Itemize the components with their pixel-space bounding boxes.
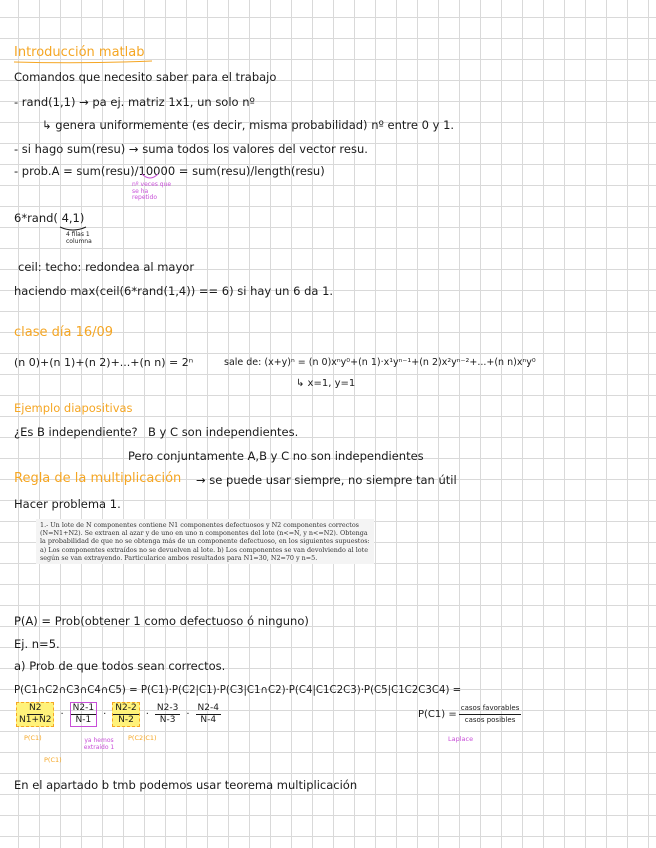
- label-extraido: ya hemos extraído 1: [83, 737, 115, 751]
- line-comandos: Comandos que necesito saber para el trabajo: [14, 70, 277, 84]
- line-prob: - prob.A = sum(resu)/10000 = sum(resu)/length(resu): [14, 164, 325, 178]
- label-pc2c1: P(C2|C1): [128, 734, 157, 742]
- line-todos-correctos: a) Prob de que todos sean correctos.: [14, 659, 226, 673]
- task-problema: Hacer problema 1.: [14, 497, 121, 511]
- question-independiente: ¿Es B independiente?: [14, 425, 138, 439]
- line-6rand: 6*rand( 4,1): [14, 211, 85, 225]
- page-title: Introducción matlab: [14, 45, 145, 60]
- heading-ejemplo: Ejemplo diapositivas: [14, 401, 133, 415]
- line-ceil: ceil: techo: redondea al mayor: [18, 260, 195, 274]
- binomial-sub: ↳ x=1, y=1: [296, 378, 356, 389]
- fraction-3: $\frac{N2-2}{N-2}$: [112, 702, 139, 727]
- binomial-right: sale de: (x+y)ⁿ = (n 0)xⁿy⁰+(n 1)·x¹yⁿ⁻¹+(n 2)x²yⁿ⁻²+...+(n n)xⁿy⁰: [224, 357, 536, 368]
- regla-note: → se puede usar siempre, no siempre tan útil: [196, 473, 457, 487]
- fraction-2: $\frac{N2-1}{N-1}$: [70, 702, 97, 727]
- line-pa: P(A) = Prob(obtener 1 como defectuoso ó ninguno): [14, 614, 309, 628]
- note-filas: 4 filas 1 columna: [66, 231, 92, 245]
- answer-independientes: B y C son independientes.: [148, 425, 299, 439]
- line-rand: - rand(1,1) → pa ej. matriz 1x1, un solo nº: [14, 95, 255, 109]
- line-sum: - si hago sum(resu) → suma todos los valores del vector resu.: [14, 142, 368, 156]
- fraction-1: $\frac{N2}{N1+N2}$: [16, 702, 54, 727]
- fraction-4: $\frac{N2-3}{N-3}$: [156, 703, 179, 725]
- printed-problem: 1.- Un lote de N componentes contiene N1 componentes defectuosos y N2 componentes correctos (N=N1+N2). Se extraen al azar y de uno en uno n componentes del lote (n<=N, y n<=N2). Obtenga la probabilidad de que no se obtenga más de un componente defectuoso, en los siguientes supuestos: a) Los componentes extraídos no se devuelven al lote. b) Los componentes se van devolviendo al lote según se van extrayendo. Particularice ambos resultados para N1=30, N2=70 y n=5.: [36, 519, 374, 564]
- title-underline: [14, 60, 154, 64]
- label-laplace: Laplace: [448, 735, 474, 743]
- laplace-left: P(C1) =: [418, 709, 457, 720]
- laplace-fraction: $\frac{\text{casos favorables}}{\text{casos posibles}}$: [460, 704, 520, 724]
- fraction-product: $\frac{N2}{N1+N2}$ · $\frac{N2-1}{N-1}$ · $\frac{N2-2}{N-2}$ · $\frac{N2-3}{N-3}$ · $\frac{N2-4}{N-4}$: [14, 702, 223, 727]
- fraction-5: $\frac{N2-4}{N-4}$: [197, 703, 219, 725]
- answer-conjuntamente: Pero conjuntamente A,B y C no son independientes: [128, 449, 424, 463]
- line-final: En el apartado b tmb podemos usar teorema multiplicación: [14, 778, 358, 792]
- line-max: haciendo max(ceil(6*rand(1,4)) == 6) si hay un 6 da 1.: [14, 284, 334, 298]
- laplace-formula: [418, 703, 523, 726]
- label-pc1-lower: P(C1): [44, 756, 62, 764]
- line-ej: Ej. n=5.: [14, 637, 60, 651]
- line-chain: P(C1∩C2∩C3∩C4∩C5) = P(C1)·P(C2|C1)·P(C3|C1∩C2)·P(C4|C1C2C3)·P(C5|C1C2C3C4) =: [14, 685, 462, 696]
- label-pc1: P(C1): [24, 734, 42, 742]
- heading-regla: Regla de la multiplicación: [14, 471, 182, 486]
- binomial-left: (n 0)+(n 1)+(n 2)+...+(n n) = 2ⁿ: [14, 356, 194, 369]
- note-repetido: nº veces que se ha repetido: [132, 181, 172, 201]
- line-genera: ↳ genera uniformemente (es decir, misma probabilidad) nº entre 0 y 1.: [42, 118, 455, 132]
- heading-clase: clase día 16/09: [14, 325, 114, 340]
